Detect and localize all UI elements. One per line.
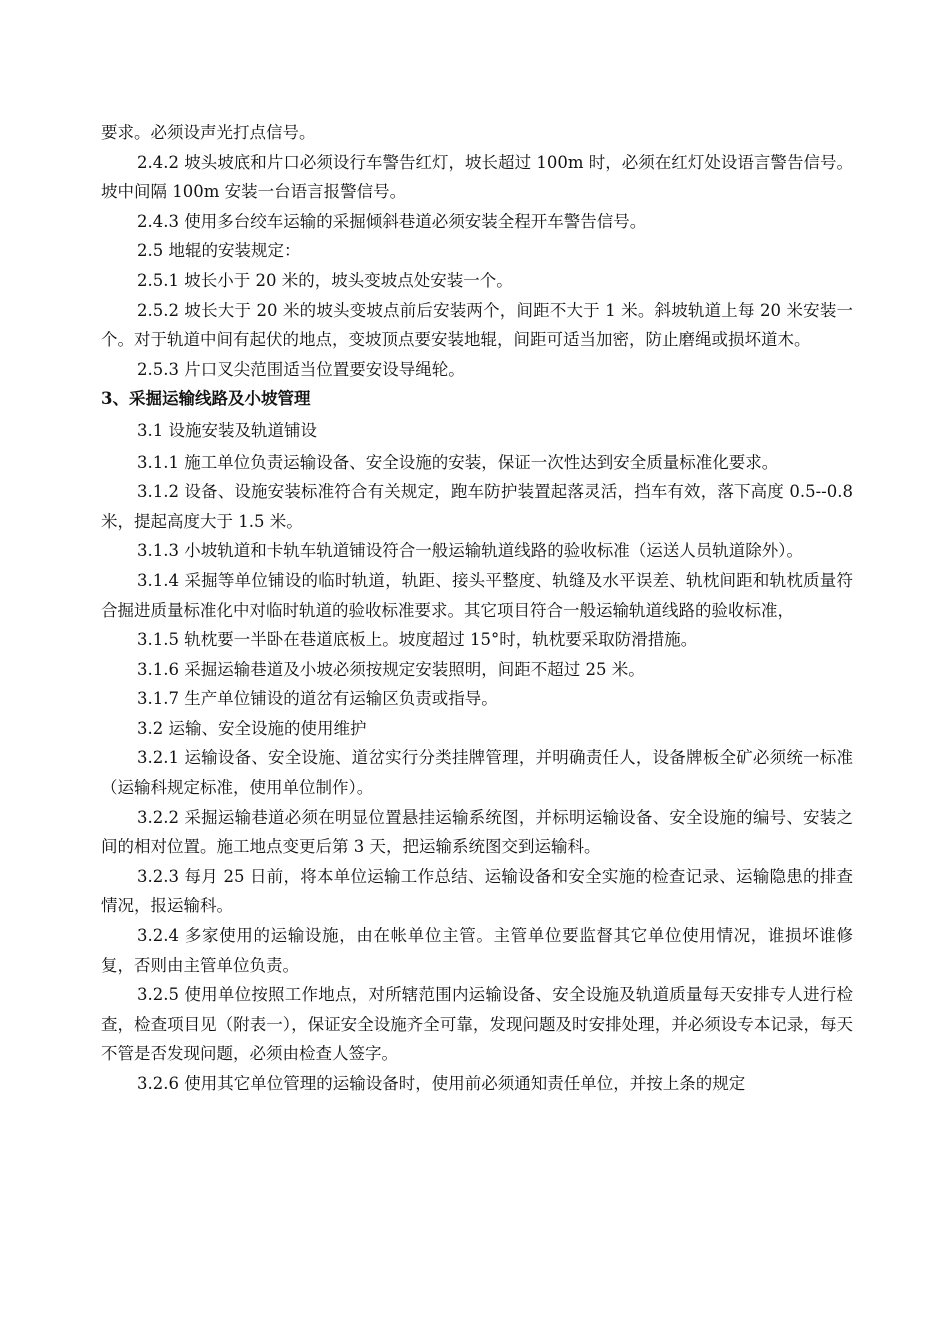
paragraph: 3.1.5 轨枕要一半卧在巷道底板上。坡度超过 15°时，轨枕要采取防滑措施。 <box>137 630 698 650</box>
section-title: 3.2 运输、安全设施的使用维护 <box>137 718 367 738</box>
paragraph: 3.1.6 采掘运输巷道及小坡必须按规定安装照明，间距不超过 25 米。 <box>137 659 645 679</box>
paragraph: 3.1.4 采掘等单位铺设的临时轨道，轨距、接头平整度、轨缝及水平误差、轨枕间距和轨枕质量符合掘进质量标准化中对临时轨道的验收标准要求。其它项目符合一般运输轨道线路的验收标准， <box>101 570 853 620</box>
paragraph: 3.2.4 多家使用的运输设施，由在帐单位主管。主管单位要监督其它单位使用情况，谁损坏谁修复，否则由主管单位负责。 <box>101 926 853 975</box>
paragraph: 2.5.2 坡长大于 20 米的坡头变坡点前后安装两个，间距不大于 1 米。斜坡轨道上每 20 米安装一个。对于轨道中间有起伏的地点，变坡顶点要安装地辊，间距可适当加密，防止磨绳或损坏道木。 <box>101 300 853 350</box>
paragraph: 3.2.6 使用其它单位管理的运输设备时，使用前必须通知责任单位，并按上条的规定 <box>137 1074 746 1093</box>
paragraph: 3.2.2 采掘运输巷道必须在明显位置悬挂运输系统图，并标明运输设备、安全设施的编号、安装之间的相对位置。施工地点变更后第 3 天，把运输系统图交到运输科。 <box>101 807 853 857</box>
paragraph: 3.1.3 小坡轨道和卡轨车轨道铺设符合一般运输轨道线路的验收标准（运送人员轨道除外）。 <box>137 541 803 561</box>
paragraph: 3.1.2 设备、设施安装标准符合有关规定，跑车防护装置起落灵活，挡车有效，落下高度 0.5--0.8 米，提起高度大于 1.5 米。 <box>101 482 853 531</box>
paragraph: 3.2.5 使用单位按照工作地点，对所辖范围内运输设备、安全设施及轨道质量每天安排专人进行检查，检查项目见（附表一），保证安全设施齐全可靠，发现问题及时安排处理，并必须设专本记录，每天不管是否发现问题，必须由检查人签字。 <box>101 985 853 1064</box>
paragraph: 3.2.3 每月 25 日前，将本单位运输工作总结、运输设备和安全实施的检查记录、运输隐患的排查情况，报运输科。 <box>101 866 853 916</box>
section-title: 2.5 地辊的安装规定： <box>137 241 301 261</box>
paragraph: 2.4.2 坡头坡底和片口必须设行车警告红灯，坡长超过 100m 时，必须在红灯处设语言警告信号。坡中间隔 100m 安装一台语言报警信号。 <box>101 152 853 202</box>
paragraph: 2.5.3 片口叉尖范围适当位置要安设导绳轮。 <box>137 359 465 379</box>
paragraph: 2.4.3 使用多台绞车运输的采掘倾斜巷道必须安装全程开车警告信号。 <box>137 211 647 231</box>
paragraph: 3.1.1 施工单位负责运输设备、安全设施的安装，保证一次性达到安全质量标准化要求。 <box>137 452 779 472</box>
document-page <box>101 118 853 1099</box>
paragraph: 3.1.7 生产单位铺设的道岔有运输区负责或指导。 <box>137 689 498 709</box>
paragraph: 2.5.1 坡长小于 20 米的，坡头变坡点处安装一个。 <box>137 270 513 290</box>
section-title: 3.1 设施安装及轨道铺设 <box>137 420 317 440</box>
paragraph: 要求。必须设声光打点信号。 <box>101 123 316 142</box>
paragraph: 3.2.1 运输设备、安全设施、道岔实行分类挂牌管理，并明确责任人，设备牌板全矿必须统一标准（运输科规定标准，使用单位制作）。 <box>101 748 853 798</box>
chapter-heading: 3、采掘运输线路及小坡管理 <box>101 389 311 409</box>
